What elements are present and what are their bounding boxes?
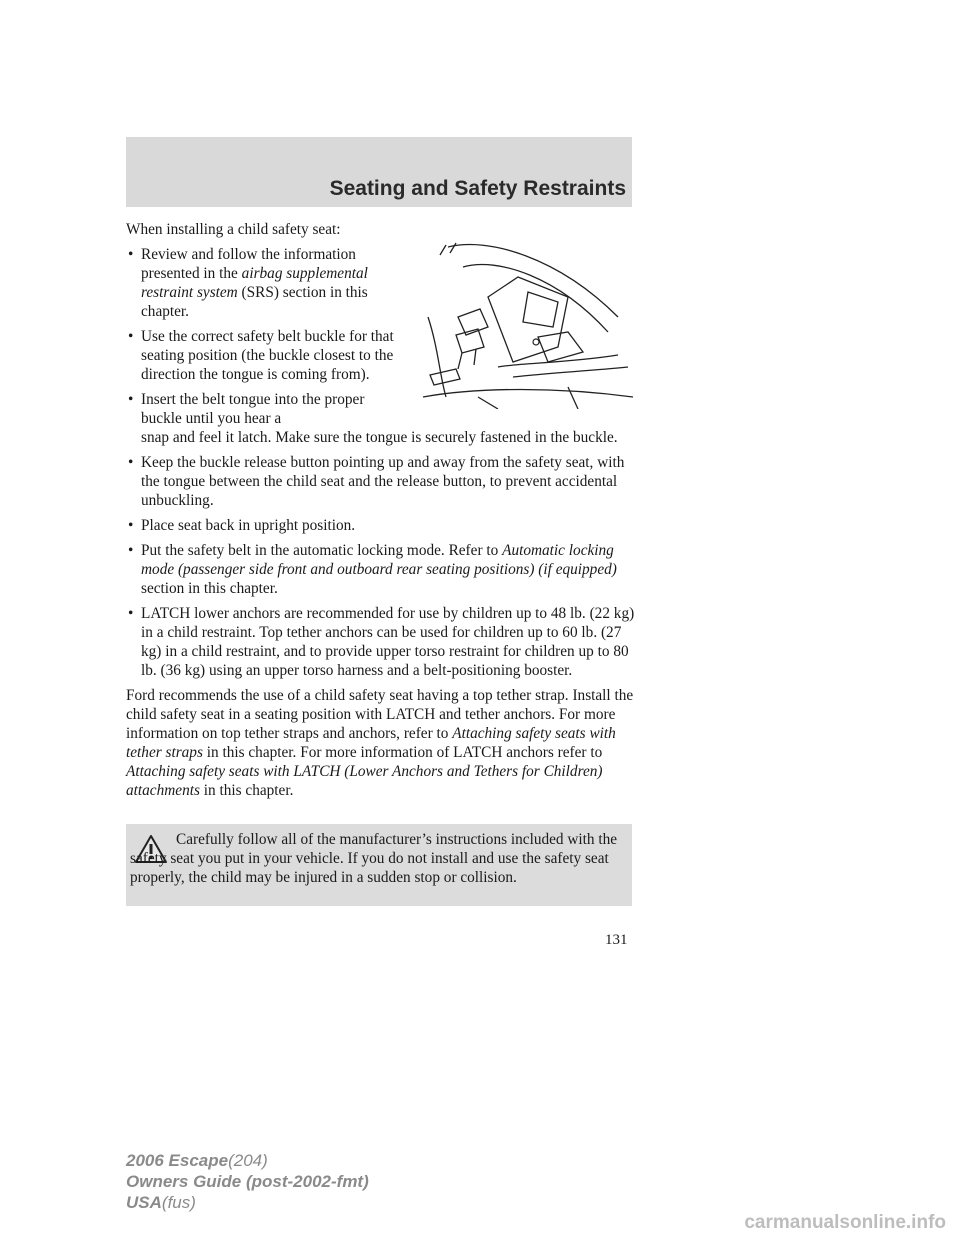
watermark: carmanualsonline.info	[744, 1212, 946, 1233]
list-item: • Keep the buckle release button pointing up and away from the safety seat, with the tongue between the child seat and the release button, to prevent accidental unbuckling.	[128, 454, 625, 509]
list-item: • Place seat back in upright position.	[128, 517, 356, 534]
intro-line: When installing a child safety seat:	[126, 221, 341, 238]
bullet-marker: •	[128, 391, 134, 408]
bullet-marker: •	[128, 605, 134, 622]
list-item: • Insert the belt tongue into the proper buckle until you hear a snap and feel it latch. Make sure the tongue is securely fastened in the buckle.	[128, 391, 618, 446]
bullet-marker: •	[128, 246, 134, 263]
locking-mode-reference: Automatic locking mode (passenger side front and outboard rear seating positions) (if equipped)	[141, 542, 617, 578]
bullet-marker: •	[128, 517, 134, 534]
footer: 2006 Escape(204) Owners Guide (post-2002-fmt) USA(fus)	[126, 1151, 369, 1212]
list-item: • Use the correct safety belt buckle for that seating position (the buckle closest to the direction the tongue is coming from).	[128, 328, 394, 383]
list-item: • LATCH lower anchors are recommended for use by children up to 48 lb. (22 kg) in a child restraint. Top tether anchors can be used for children up to 60 lb. (27 kg) in a child restraint, and to provide upper torso restraint for children up to 80 lb. (36 kg) using an upper torso harness and a belt-positioning booster.	[128, 605, 635, 679]
section-header-band	[126, 137, 632, 207]
page-body	[126, 220, 638, 806]
warning-box	[126, 824, 632, 906]
bullet-marker: •	[128, 328, 134, 345]
bullet-marker: •	[128, 454, 134, 471]
bullet-marker: •	[128, 542, 134, 559]
warning-text: Carefully follow all of the manufacturer’s instructions included with the safety seat you put in your vehicle. If you do not install and use the safety seat properly, the child may be injured in a sudden stop or collision.	[130, 831, 618, 886]
list-item: • Put the safety belt in the automatic locking mode. Refer to Automatic locking mode (passenger side front and outboard rear seating positions) (if equipped) section in this chapter.	[128, 542, 617, 597]
latch-reference: Attaching safety seats with LATCH (Lower Anchors and Tethers for Children) attachments	[126, 763, 603, 799]
instruction-list	[126, 245, 638, 680]
tether-reference: Attaching safety seats with tether straps	[126, 725, 616, 761]
srs-reference: airbag supplemental restraint system	[141, 265, 368, 301]
recommendation-paragraph: Ford recommends the use of a child safety seat having a top tether strap. Install the child safety seat in a seating position with LATCH and tether anchors. For more information on top tether straps and anchors, refer to Attaching safety seats with tether straps in this chapter. For more information of LATCH anchors refer to Attaching safety seats with LATCH (Lower Anchors and Tethers for Children) attachments in this chapter.	[126, 687, 634, 799]
page-number: 131	[605, 932, 628, 948]
section-title: Seating and Safety Restraints	[329, 177, 626, 200]
list-item: • Review and follow the information presented in the airbag supplemental restraint system (SRS) section in this chapter.	[128, 246, 368, 320]
